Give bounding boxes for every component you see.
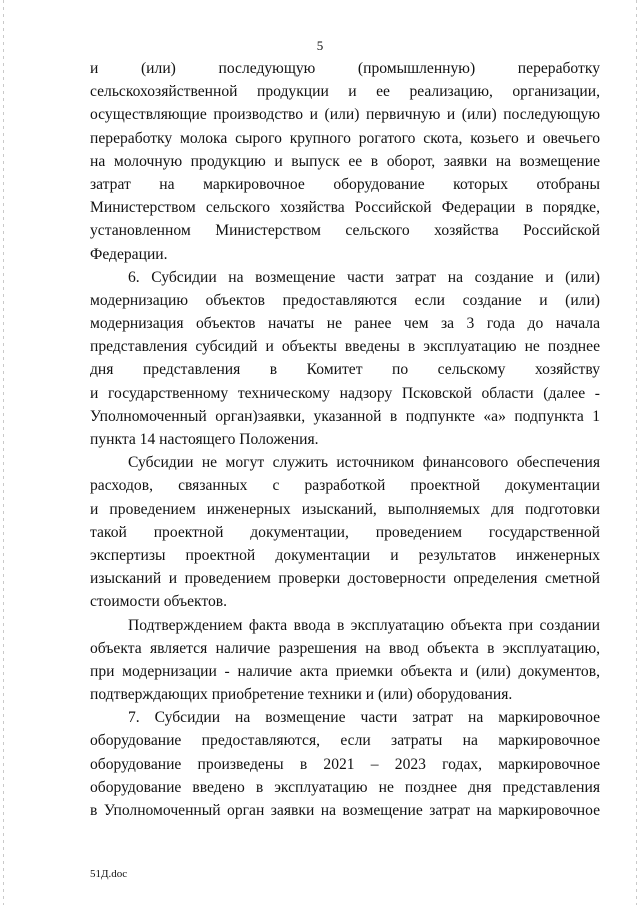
text-line: 7. Субсидии на возмещение части затрат на маркировочное — [128, 709, 600, 727]
text-line: переработку молока сырого крупного рогатого скота, козьего и овечьего — [90, 129, 600, 147]
text-line: изысканий и проведением проверки достоверности определения сметной — [90, 570, 600, 588]
text-line: при модернизации - наличие акта приемки объекта и (или) документов, — [90, 662, 600, 680]
scan-edge-left — [3, 0, 4, 905]
text-line: Уполномоченный орган)заявки, указанной в подпункте «а» подпункта 1 — [90, 407, 600, 425]
text-line: Субсидии не могут служить источником финансового обеспечения — [128, 454, 600, 472]
text-line: расходов, связанных с разработкой проектной документации — [90, 477, 600, 495]
document-body — [90, 60, 600, 825]
text-line: затрат на маркировочное оборудование которых отобраны — [90, 175, 600, 193]
text-line: в Уполномоченный орган заявки на возмещение затрат на маркировочное — [90, 802, 600, 819]
text-line: на молочную продукцию и выпуск ее в оборот, заявки на возмещение — [90, 152, 600, 170]
text-line: стоимости объектов. — [90, 593, 228, 611]
text-line: и государственному техническому надзору Псковской области (далее - — [90, 384, 600, 402]
scan-edge-right — [636, 0, 637, 905]
text-line: и (или) последующую (промышленную) переработку — [90, 60, 600, 77]
text-line: и проведением инженерных изысканий, выполняемых для подготовки — [90, 500, 600, 518]
text-line: объекта является наличие разрешения на ввод объекта в эксплуатацию, — [90, 639, 600, 657]
text-line: модернизация объектов начаты не ранее чем за 3 года до начала — [90, 315, 600, 333]
text-line: оборудование введено в эксплуатацию не позднее дня представления — [90, 778, 600, 796]
text-line: оборудование произведены в 2021 – 2023 годах, маркировочное — [90, 755, 600, 773]
text-line: осуществляющие производство и (или) первичную и (или) последующую — [90, 106, 600, 124]
text-line: Министерством сельского хозяйства Российской Федерации в порядке, — [90, 199, 600, 217]
text-line: такой проектной документации, проведением государственной — [90, 523, 600, 541]
text-line: подтверждающих приобретение техники и (или) оборудования. — [90, 686, 513, 704]
text-line: экспертизы проектной документации и результатов инженерных — [90, 546, 600, 564]
text-line: дня представления в Комитет по сельскому хозяйству — [90, 361, 600, 379]
text-line: пункта 14 настоящего Положения. — [90, 431, 319, 448]
text-line: установленном Министерством сельского хозяйства Российской — [90, 222, 600, 240]
text-line: сельскохозяйственной продукции и ее реализацию, организации, — [90, 83, 600, 101]
text-line: представления субсидий и объекты введены в эксплуатацию не позднее — [90, 338, 600, 356]
text-line: 6. Субсидии на возмещение части затрат на создание и (или) — [128, 268, 600, 286]
text-line: оборудование предоставляются, если затраты на маркировочное — [90, 732, 600, 750]
file-name-footer: 51Д.doc — [90, 868, 128, 880]
page-number: 5 — [316, 38, 324, 53]
text-line: модернизацию объектов предоставляются если создание и (или) — [90, 291, 600, 309]
text-line: Федерации. — [90, 245, 168, 263]
text-line: Подтверждением факта ввода в эксплуатацию объекта при создании — [128, 616, 600, 634]
